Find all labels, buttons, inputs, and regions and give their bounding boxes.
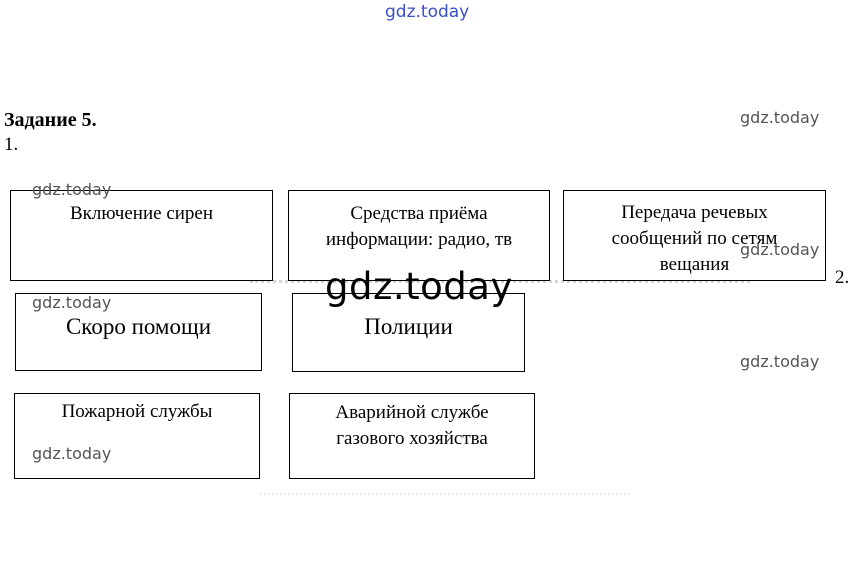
- box-sirens: [10, 190, 273, 281]
- faint-scan-line-bottom: [260, 493, 630, 495]
- box-ambulance-text: Скоро помощи: [65, 314, 212, 339]
- box-gas: [289, 393, 535, 479]
- box-broadcast-line-3: вещания: [659, 254, 730, 275]
- task-title: Задание 5.: [4, 109, 97, 131]
- watermark-right-2: gdz.today: [740, 352, 820, 371]
- watermark-box-broadcast: gdz.today: [740, 240, 820, 259]
- box-police-text: Полиции: [364, 314, 453, 339]
- box-broadcast: [563, 190, 826, 281]
- watermark-box-fire: gdz.today: [32, 444, 112, 463]
- box-radio-tv-line-1: Средства приёма: [350, 203, 488, 224]
- box-gas-text: [290, 394, 534, 452]
- part-2-label: 2.: [835, 267, 850, 288]
- watermark-top: gdz.today: [385, 2, 470, 22]
- watermark-box-sirens: gdz.today: [32, 180, 112, 199]
- watermark-center: gdz.today: [325, 265, 513, 308]
- watermark-right-1: gdz.today: [740, 108, 820, 127]
- box-fire-text: Пожарной службы: [61, 401, 213, 422]
- box-radio-tv-text: [289, 191, 549, 253]
- box-broadcast-text: [564, 191, 825, 278]
- box-sirens-text: Включение сирен: [69, 203, 214, 224]
- part-1-label: 1.: [4, 134, 19, 155]
- box-fire: [14, 393, 260, 479]
- watermark-box-ambulance: gdz.today: [32, 293, 112, 312]
- box-broadcast-line-2: сообщений по сетям: [611, 228, 778, 249]
- box-broadcast-line-1: Передача речевых: [621, 202, 768, 223]
- box-radio-tv-line-2: информации: радио, тв: [325, 229, 513, 250]
- box-gas-line-1: Аварийной службе: [335, 402, 489, 423]
- box-gas-line-2: газового хозяйства: [336, 428, 488, 449]
